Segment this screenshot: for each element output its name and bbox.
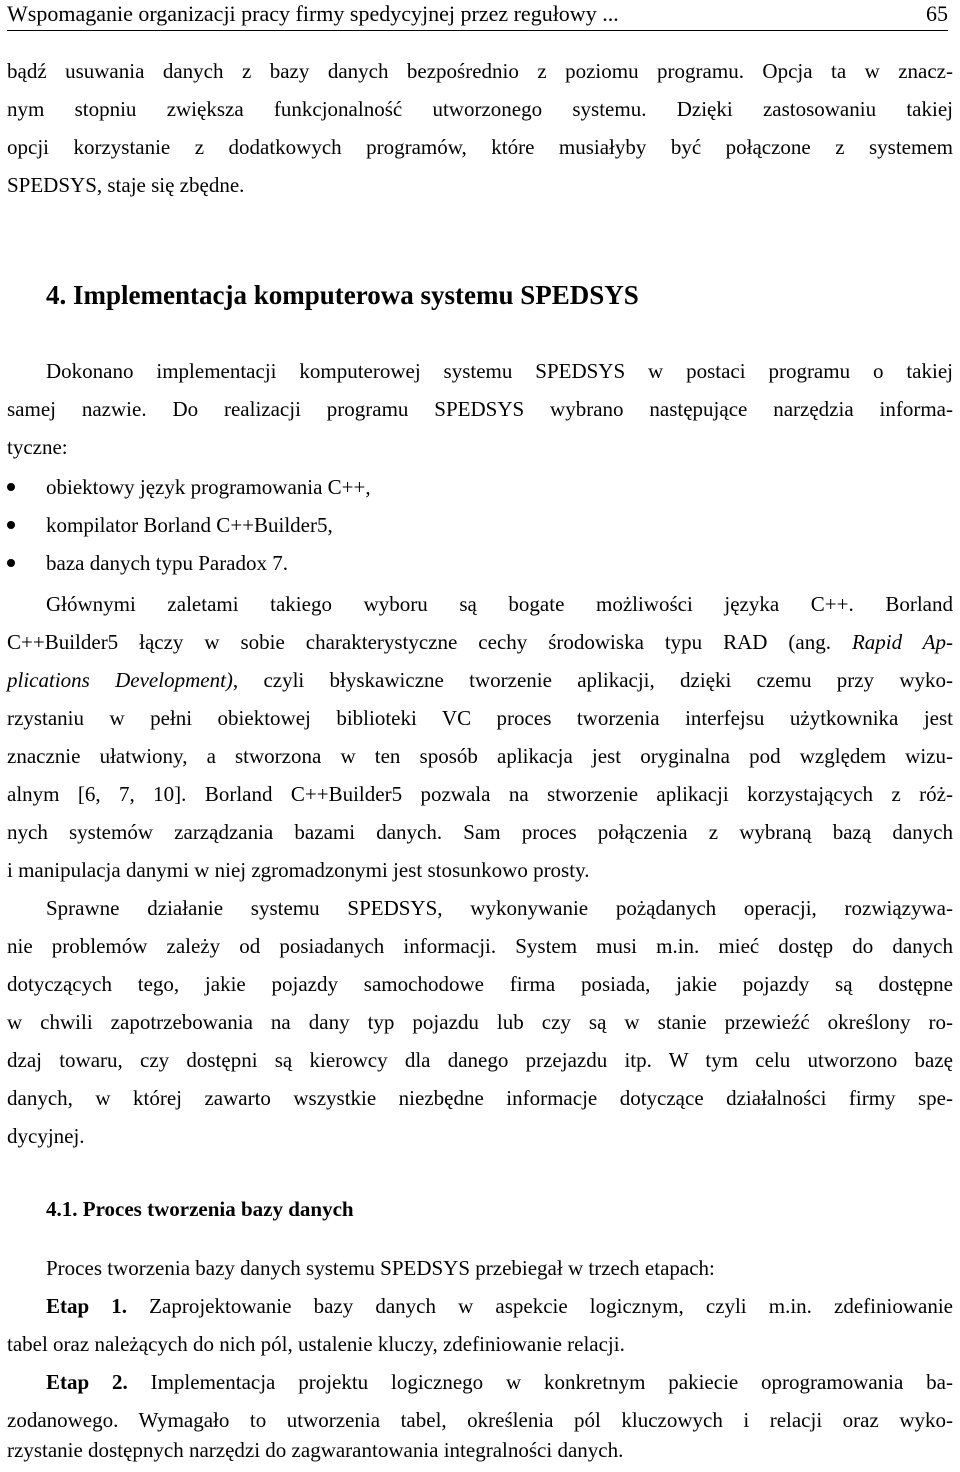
paragraph-line: rzystaniu w pełni obiektowej biblioteki VC proces tworzenia interfejsu użytkownika jest xyxy=(7,706,953,730)
intro-line: SPEDSYS, staje się zbędne. xyxy=(7,173,245,197)
text-span: Zaprojektowanie bazy danych w aspekcie logicznym, czyli m.in. zdefiniowanie xyxy=(127,1294,953,1318)
paragraph-line: danych, w której zawarto wszystkie niezbędne informacje dotyczące działalności firmy spe- xyxy=(7,1086,953,1110)
paragraph-line: Dokonano implementacji komputerowej systemu SPEDSYS w postaci programu o takiej xyxy=(46,359,953,383)
bullet-item: baza danych typu Paradox 7. xyxy=(46,551,289,575)
paragraph-line: Proces tworzenia bazy danych systemu SPEDSYS przebiegał w trzech etapach: xyxy=(46,1256,715,1280)
etap-line xyxy=(46,1291,953,1321)
paragraph-line: alnym [6, 7, 10]. Borland C++Builder5 pozwala na stworzenie aplikacji korzystających z róż- xyxy=(7,782,953,806)
paragraph-line: nie problemów zależy od posiadanych informacji. System musi m.in. mieć dostęp do danych xyxy=(7,934,953,958)
paragraph-line: i manipulacja danymi w niej zgromadzonymi jest stosunkowo prosty. xyxy=(7,858,590,882)
paragraph-line: Głównymi zaletami takiego wyboru są bogate możliwości języka C++. Borland xyxy=(46,592,953,616)
subsection-heading: 4.1. Proces tworzenia bazy danych xyxy=(46,1197,354,1221)
paragraph-line: dotyczących tego, jakie pojazdy samochodowe firma posiada, jakie pojazdy są dostępne xyxy=(7,972,953,996)
paragraph-line: rzystanie dostępnych narzędzi do zagwarantowania integralności danych. xyxy=(7,1438,624,1462)
intro-line: opcji korzystanie z dodatkowych programów, które musiałyby być połączone z systemem xyxy=(7,135,953,159)
paragraph-line: znacznie ułatwiony, a stworzona w ten sposób aplikacja jest oryginalna pod względem wizu- xyxy=(7,744,953,768)
italic-term: Rapid Ap- xyxy=(851,630,953,654)
text-span: Implementacja projektu logicznego w konkretnym pakiecie oprogramowania ba- xyxy=(127,1370,953,1394)
paragraph-line: zodanowego. Wymagało to utworzenia tabel, określenia pól kluczowych i relacji oraz wyko- xyxy=(7,1408,953,1432)
text-span: , czyli błyskawiczne tworzenie aplikacji, dzięki czemu przy wyko- xyxy=(232,668,953,692)
page-header xyxy=(7,0,948,31)
paragraph-line: samej nazwie. Do realizacji programu SPEDSYS wybrano następujące narzędzia informa- xyxy=(7,397,953,421)
paragraph-line xyxy=(7,627,953,657)
etap-label: Etap 2. xyxy=(46,1370,128,1394)
running-title: Wspomaganie organizacji pracy firmy spedycyjnej przez regułowy ... xyxy=(7,1,619,26)
italic-term: plications Development) xyxy=(7,668,233,692)
bullet-icon xyxy=(7,483,15,491)
etap-line xyxy=(46,1367,953,1397)
paragraph-line: tyczne: xyxy=(7,435,68,459)
bullet-icon xyxy=(7,559,15,567)
paragraph-line: Sprawne działanie systemu SPEDSYS, wykonywanie pożądanych operacji, rozwiązywa- xyxy=(46,896,953,920)
paragraph-line: nych systemów zarządzania bazami danych. Sam proces połączenia z wybraną bazą danych xyxy=(7,820,953,844)
paragraph-line: tabel oraz należących do nich pól, ustalenie kluczy, zdefiniowanie relacji. xyxy=(7,1332,625,1356)
etap-label: Etap 1. xyxy=(46,1294,128,1318)
bullet-item: obiektowy język programowania C++, xyxy=(46,475,371,499)
intro-line: bądź usuwania danych z bazy danych bezpośrednio z poziomu programu. Opcja ta w znacz- xyxy=(7,59,953,83)
paragraph-line: w chwili zapotrzebowania na dany typ pojazdu lub czy są w stanie przewieźć określony ro- xyxy=(7,1010,953,1034)
page-number: 65 xyxy=(926,1,948,26)
paragraph-line: dzaj towaru, czy dostępni są kierowcy dla danego przejazdu itp. W tym celu utworzono bazę xyxy=(7,1048,953,1072)
paragraph-line xyxy=(7,665,953,695)
paragraph-line: dycyjnej. xyxy=(7,1124,85,1148)
text-span: C++Builder5 łączy w sobie charakterystyczne cechy środowiska typu RAD (ang. xyxy=(7,630,852,654)
bullet-icon xyxy=(7,521,15,529)
bullet-item: kompilator Borland C++Builder5, xyxy=(46,513,333,537)
section-heading: 4. Implementacja komputerowa systemu SPEDSYS xyxy=(46,280,639,310)
intro-line: nym stopniu zwiększa funkcjonalność utworzonego systemu. Dzięki zastosowaniu takiej xyxy=(7,97,953,121)
